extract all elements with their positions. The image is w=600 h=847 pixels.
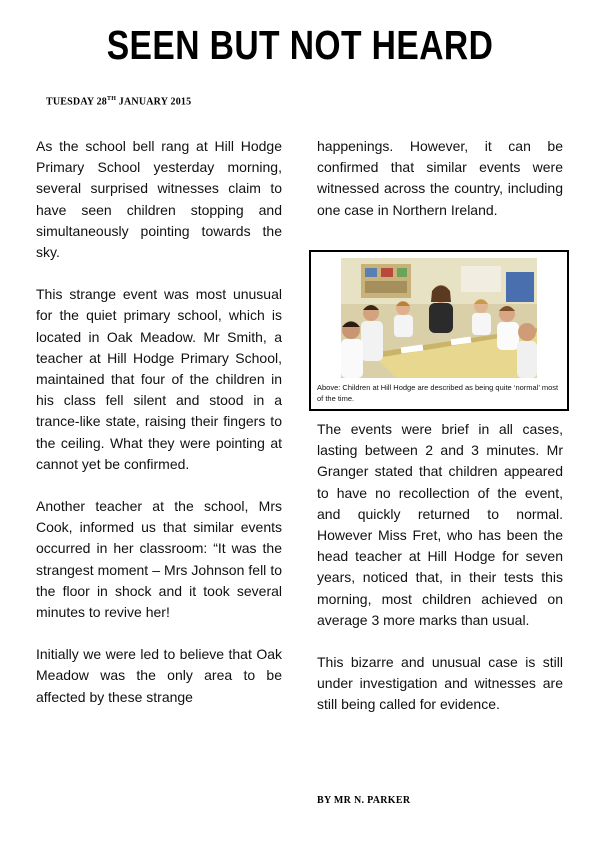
paragraph-intro: As the school bell rang at Hill Hodge Primary School yesterday morning, several surprised witnesses claim to have seen children stopping and simultaneously pointing towards the sky. <box>36 138 282 261</box>
paragraph-investigation: This bizarre and unusual case is still under investigation and witnesses are still being called for evidence. <box>317 654 563 713</box>
date-rest: JANUARY 2015 <box>118 96 192 108</box>
paragraph-happenings: happenings. However, it can be confirmed that similar events were witnessed across the country, including one case in Northern Ireland. <box>317 138 563 218</box>
right-column-top <box>317 136 563 242</box>
photo-box <box>309 250 569 411</box>
paragraph-initially: Initially we were led to believe that Oak Meadow was the only area to be affected by these strange <box>36 646 282 705</box>
headline: SEEN BUT NOT HEARD <box>106 22 494 68</box>
left-column <box>36 136 282 729</box>
date-suffix: TH <box>107 96 117 102</box>
dateline <box>46 96 191 107</box>
date-prefix: TUESDAY 28 <box>46 96 107 108</box>
paragraph-mrs-cook: Another teacher at the school, Mrs Cook, informed us that similar events occurred in her classroom: “It was the strangest moment – Mrs Johnson fell to the floor in shock and it took several minutes to revive her! <box>36 498 282 621</box>
right-column-bottom <box>317 419 563 737</box>
classroom-photo <box>341 258 537 378</box>
paragraph-events-brief: The events were brief in all cases, lasting between 2 and 3 minutes. Mr Granger stated that children appeared to have no recollection of the event, and quickly returned to normal. However Miss Fret, who has been the head teacher at Hill Hodge for seven years, noticed that, in their tests this morning, most children achieved on average 3 more marks than usual. <box>317 421 563 628</box>
classroom-illustration <box>341 258 537 378</box>
paragraph-mr-smith: This strange event was most unusual for the quiet primary school, which is located in Oak Meadow. Mr Smith, a teacher at Hill Hodge Primary School, maintained that four of the children in his class fell silent and stood in a trance-like state, raising their fingers to the ceiling. What they were pointing at cannot yet be confirmed. <box>36 286 282 472</box>
byline: BY MR N. PARKER <box>317 795 411 806</box>
photo-caption: Above: Children at Hill Hodge are described as being quite ‘normal’ most of the time. <box>317 383 559 403</box>
